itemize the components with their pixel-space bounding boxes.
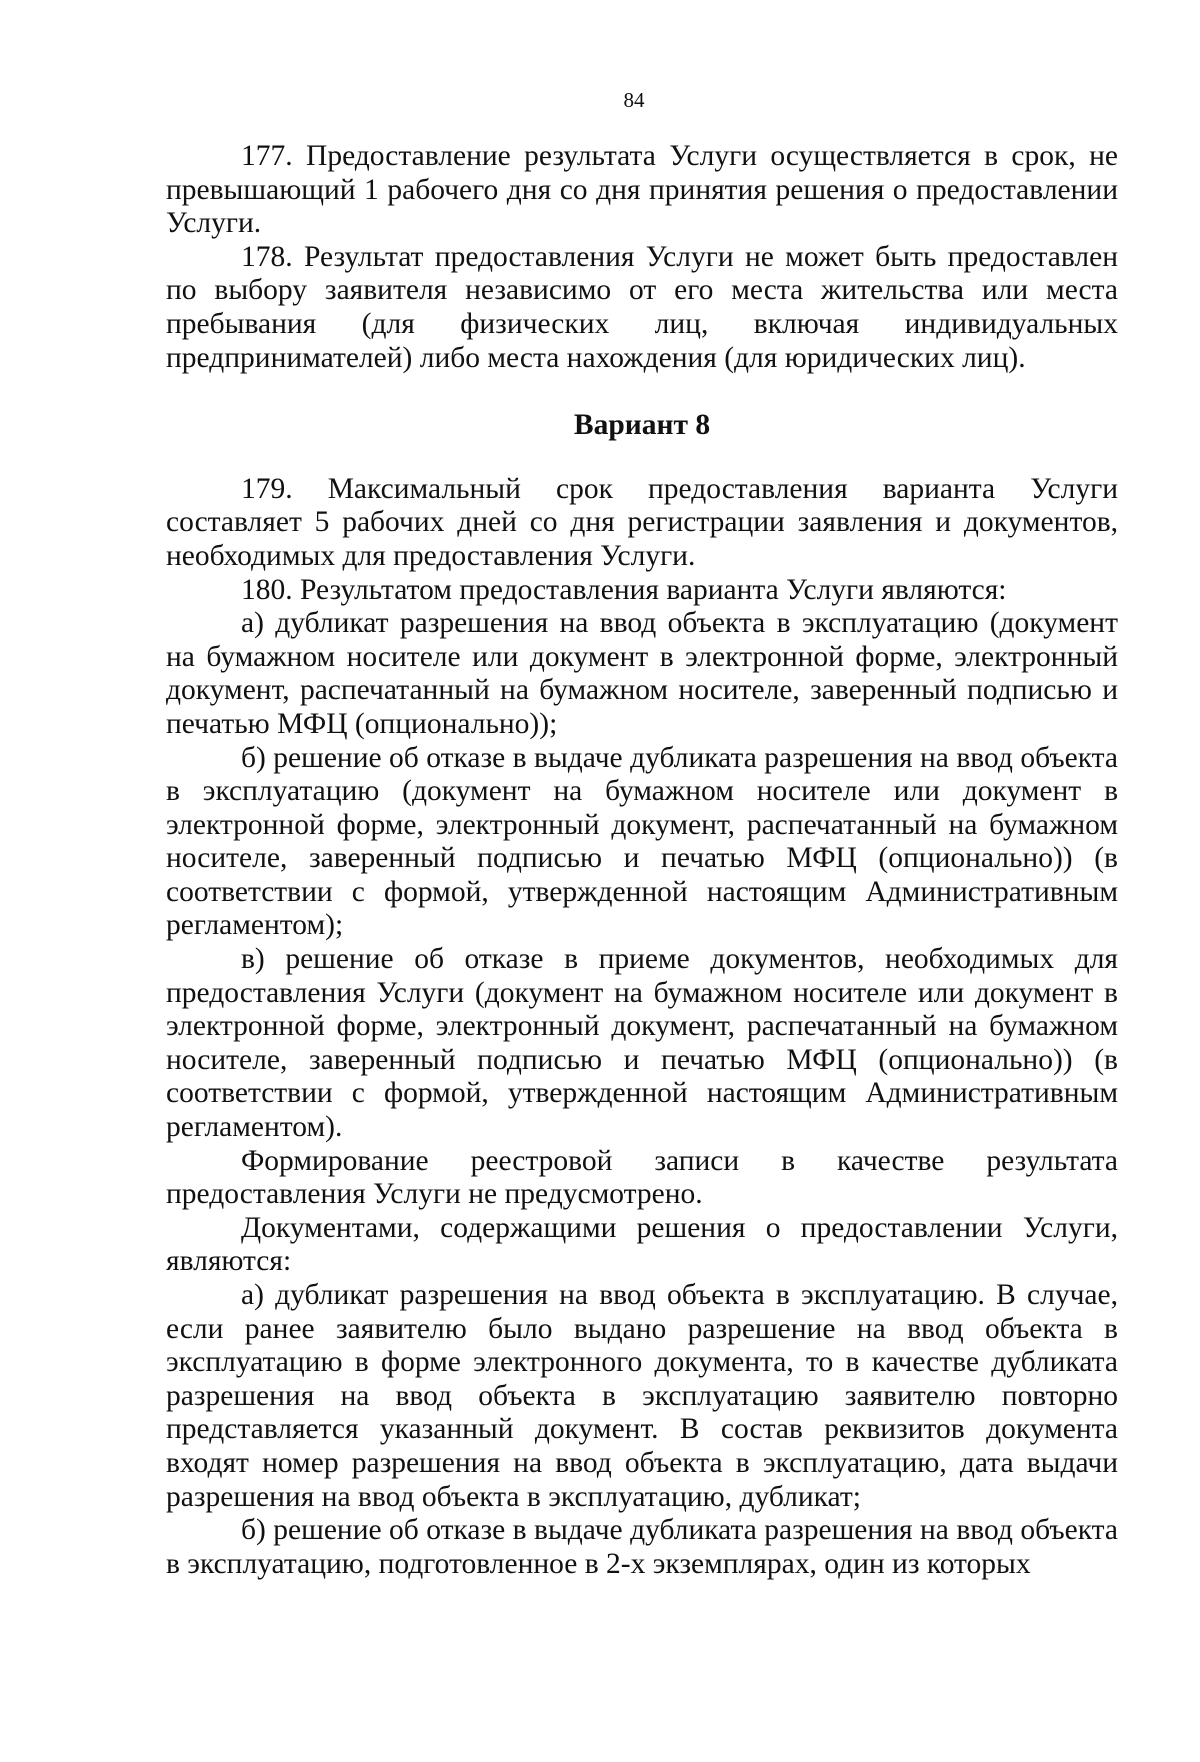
list-item-a: а) дубликат разрешения на ввод объекта в эксплуатацию (документ на бумажном носителе или документ в электронной форме, электронный документ, распечатанный на бумажном носителе, заверенный подписью и печатью МФЦ (опционально));	[166, 607, 1118, 740]
list-item-b: б) решение об отказе в выдаче дубликата разрешения на ввод объекта в эксплуатацию (документ на бумажном носителе или документ в электронной форме, электронный документ, распечатанный на бумажном носителе, заверенный подписью и печатью МФЦ (опционально)) (в соответствии с формой, утвержденной настоящим Административным регламентом);	[166, 741, 1118, 942]
spacer	[166, 443, 1118, 473]
paragraph-documents: Документами, содержащими решения о предоставлении Услуги, являются:	[166, 1211, 1118, 1278]
spacer	[166, 375, 1118, 409]
paragraph-registry: Формирование реестровой записи в качестве результата предоставления Услуги не предусмотрено.	[166, 1144, 1118, 1211]
section-heading: Вариант 8	[573, 409, 711, 442]
documents-item-a: а) дубликат разрешения на ввод объекта в эксплуатацию. В случае, если ранее заявителю было выдано разрешение на ввод объекта в эксплуатацию в форме электронного документа, то в качестве дубликата разрешения на ввод объекта в эксплуатацию заявителю повторно представляется указанный документ. В состав реквизитов документа входят номер разрешения на ввод объекта в эксплуатацию, дата выдачи разрешения на ввод объекта в эксплуатацию, дубликат;	[166, 1279, 1118, 1513]
document-body	[166, 140, 1118, 1581]
paragraph-180: 180. Результатом предоставления варианта Услуги являются:	[241, 573, 1007, 606]
documents-item-b: б) решение об отказе в выдаче дубликата разрешения на ввод объекта в эксплуатацию, подготовленное в 2-х экземплярах, один из которых	[166, 1514, 1118, 1580]
page-number: 84	[623, 88, 645, 112]
paragraph-178: 178. Результат предоставления Услуги не может быть предоставлен по выбору заявителя независимо от его места жительства или места пребывания (для физических лиц, включая индивидуальных предпринимателей) либо места нахождения (для юридических лиц).	[166, 240, 1118, 374]
paragraph-179: 179. Максимальный срок предоставления варианта Услуги составляет 5 рабочих дней со дня регистрации заявления и документов, необходимых для предоставления Услуги.	[166, 472, 1118, 572]
paragraph-177: 177. Предоставление результата Услуги осуществляется в срок, не превышающий 1 рабочего дня со дня принятия решения о предоставлении Услуги.	[166, 140, 1118, 240]
list-item-v: в) решение об отказе в приеме документов, необходимых для предоставления Услуги (документ на бумажном носителе или документ в электронной форме, электронный документ, распечатанный на бумажном носителе, заверенный подписью и печатью МФЦ (опционально)) (в соответствии с формой, утвержденной настоящим Административным регламентом).	[166, 943, 1118, 1144]
